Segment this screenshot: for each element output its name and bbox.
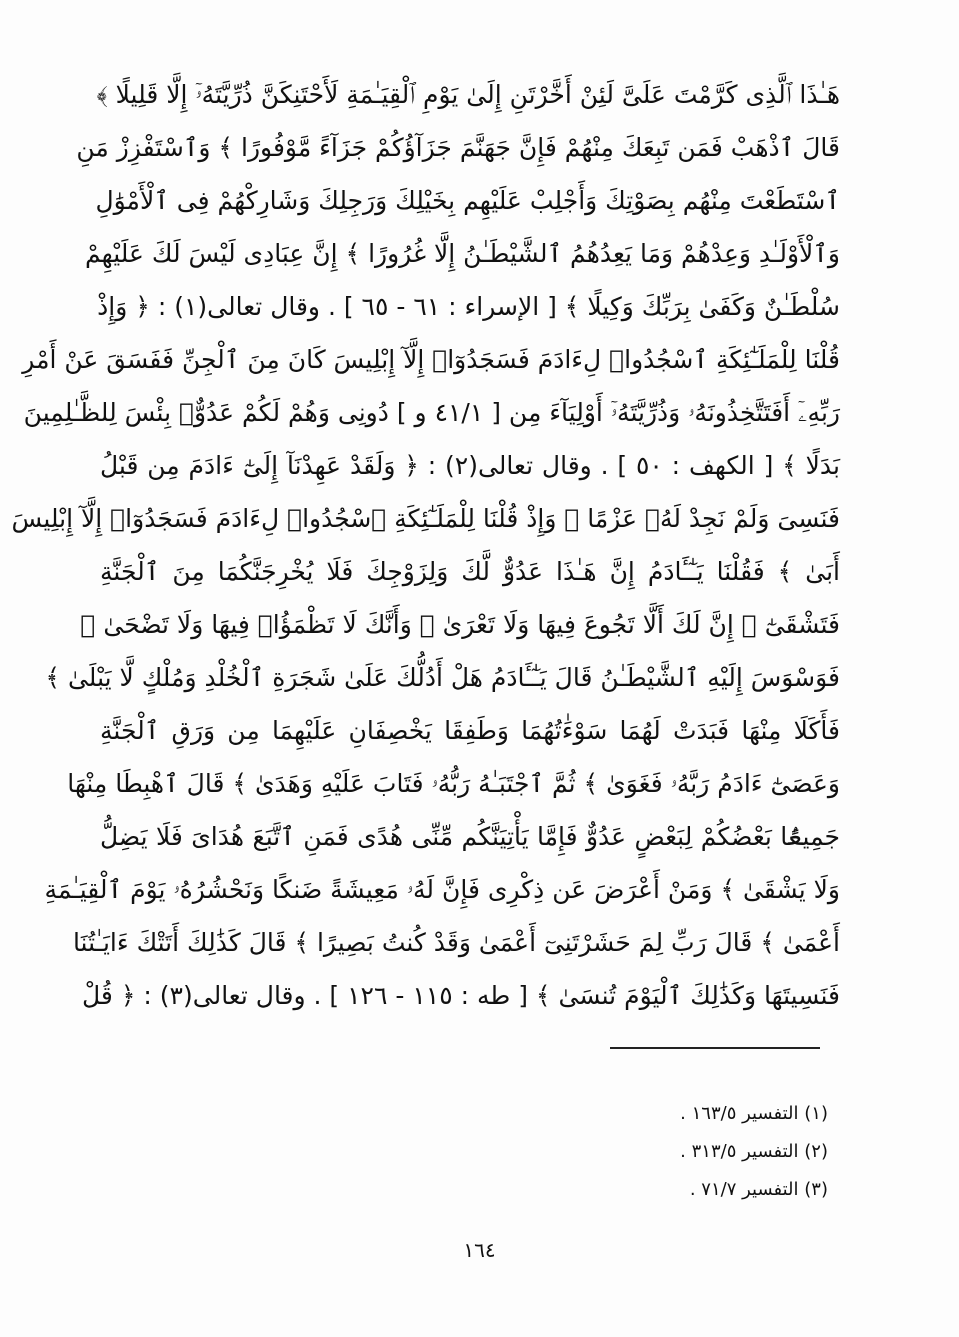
text-line: جَمِيعًۢا بَعْضُكُمْ لِبَعْضٍ عَدُوٌّ فَإِمَّا يَأْتِيَنَّكُم مِّنِّى هُدًى فَمَنِ ٱتَّبَعَ هُدَاىَ فَلَا يَضِلُّ — [100, 822, 840, 851]
page-number: ١٦٤ — [463, 1238, 496, 1262]
text-line: ٱسْتَطَعْتَ مِنْهُم بِصَوْتِكَ وَأَجْلِبْ عَلَيْهِم بِخَيْلِكَ وَرَجِلِكَ وَشَارِكْهُمْ فِى ٱلْأَمْوَٰلِ — [95, 186, 840, 215]
text-line: هَـٰذَا ٱلَّذِى كَرَّمْتَ عَلَىَّ لَئِنْ أَخَّرْتَنِ إِلَىٰ يَوْمِ ٱلْقِيَـٰمَةِ لَأَحْتَنِكَنَّ ذُرِّيَّتَهُۥٓ إِلَّا قَلِيلًا ﴾ — [96, 80, 840, 109]
main-text-block — [11, 68, 841, 1022]
text-line: وَلَا يَشْقَىٰ ﴾ وَمَنْ أَعْرَضَ عَن ذِكْرِى فَإِنَّ لَهُۥ مَعِيشَةً ضَنكًا وَنَحْشُرُهُۥ يَوْمَ ٱلْقِيَـٰمَةِ — [44, 875, 840, 904]
text-line: سُلْطَـٰنٌ وَكَفَىٰ بِرَبِّكَ وَكِيلًا ﴾ [ الإسراء : ٦١ - ٦٥ ] . وقال تعالى(١) : ﴿ وَإِذْ — [97, 292, 840, 321]
text-line: وَعَصَىٰٓ ءَادَمُ رَبَّهُۥ فَغَوَىٰ ﴾ ثُمَّ ٱجْتَبَـٰهُ رَبُّهُۥ فَتَابَ عَلَيْهِ وَهَدَىٰ ﴾ قَالَ ٱهْبِطَا مِنْهَا — [67, 769, 840, 798]
footnote-separator — [610, 1047, 820, 1049]
footnote-1: (١) التفسير ١٦٣/٥ . — [680, 1103, 828, 1124]
text-line: فَأَكَلَا مِنْهَا فَبَدَتْ لَهُمَا سَوْءَٰتُهُمَا وَطَفِقَا يَخْصِفَانِ عَلَيْهِمَا مِن وَرَقِ ٱلْجَنَّةِ — [100, 716, 840, 745]
text-line: قَالَ ٱذْهَبْ فَمَن تَبِعَكَ مِنْهُمْ فَإِنَّ جَهَنَّمَ جَزَآؤُكُمْ جَزَآءً مَّوْفُورًا ﴾ وَٱسْتَفْزِزْ مَنِ — [76, 133, 840, 162]
footnotes — [560, 1095, 828, 1209]
text-line: فَنَسِىَ وَلَمْ نَجِدْ لَهُۥ عَزْمًا ﴾ وَإِذْ قُلْنَا لِلْمَلَـٰٓئِكَةِ ٱسْجُدُوا۟ لِءَادَمَ فَسَجَدُوٓا۟ إِلَّآ إِبْلِيسَ — [11, 504, 840, 533]
footnote-3: (٣) التفسير ٧١/٧ . — [689, 1179, 828, 1200]
text-line: فَتَشْقَىٰٓ ﴾ إِنَّ لَكَ أَلَّا تَجُوعَ فِيهَا وَلَا تَعْرَىٰ ﴾ وَأَنَّكَ لَا تَظْمَؤُا۟ فِيهَا وَلَا تَضْحَىٰ ﴾ — [80, 610, 840, 639]
text-line: أَبَىٰ ﴾ فَقُلْنَا يَـٰٓـَٔادَمُ إِنَّ هَـٰذَا عَدُوٌّ لَّكَ وَلِزَوْجِكَ فَلَا يُخْرِجَنَّكُمَا مِنَ ٱلْجَنَّةِ — [100, 557, 840, 586]
footnote-2: (٢) التفسير ٣١٣/٥ . — [680, 1141, 828, 1162]
text-line: أَعْمَىٰ ﴾ قَالَ رَبِّ لِمَ حَشَرْتَنِىٓ أَعْمَىٰ وَقَدْ كُنتُ بَصِيرًا ﴾ قَالَ كَذَٰلِكَ أَتَتْكَ ءَايَـٰتُنَا — [72, 928, 840, 957]
text-line: فَنَسِيتَهَا وَكَذَٰلِكَ ٱلْيَوْمَ تُنسَىٰ ﴾ [ طه : ١١٥ - ١٢٦ ] . وقال تعالى(٣) : ﴿ قُلْ — [81, 981, 840, 1010]
text-line: وَٱلْأَوْلَـٰدِ وَعِدْهُمْ وَمَا يَعِدُهُمُ ٱلشَّيْطَـٰنُ إِلَّا غُرُورًا ﴾ إِنَّ عِبَادِى لَيْسَ لَكَ عَلَيْهِمْ — [85, 239, 840, 268]
text-line: قُلْنَا لِلْمَلَـٰٓئِكَةِ ٱسْجُدُوا۟ لِءَادَمَ فَسَجَدُوٓا۟ إِلَّآ إِبْلِيسَ كَانَ مِنَ ٱلْجِنِّ فَفَسَقَ عَنْ أَمْرِ — [22, 345, 840, 374]
text-line: رَبِّهِۦٓ أَفَتَتَّخِذُونَهُۥ وَذُرِّيَّتَهُۥٓ أَوْلِيَآءَ مِن [ ٤١/١ و ] دُونِى وَهُمْ لَكُمْ عَدُوٌّۢ بِئْسَ لِلظَّـٰلِمِينَ — [23, 398, 840, 427]
text-line: فَوَسْوَسَ إِلَيْهِ ٱلشَّيْطَـٰنُ قَالَ يَـٰٓـَٔادَمُ هَلْ أَدُلُّكَ عَلَىٰ شَجَرَةِ ٱلْخُلْدِ وَمُلْكٍ لَّا يَبْلَىٰ ﴾ — [45, 663, 840, 692]
text-line: بَدَلًا ﴾ [ الكهف : ٥٠ ] . وقال تعالى(٢) : ﴿ وَلَقَدْ عَهِدْنَآ إِلَىٰٓ ءَادَمَ مِن قَبْلُ — [100, 451, 841, 480]
